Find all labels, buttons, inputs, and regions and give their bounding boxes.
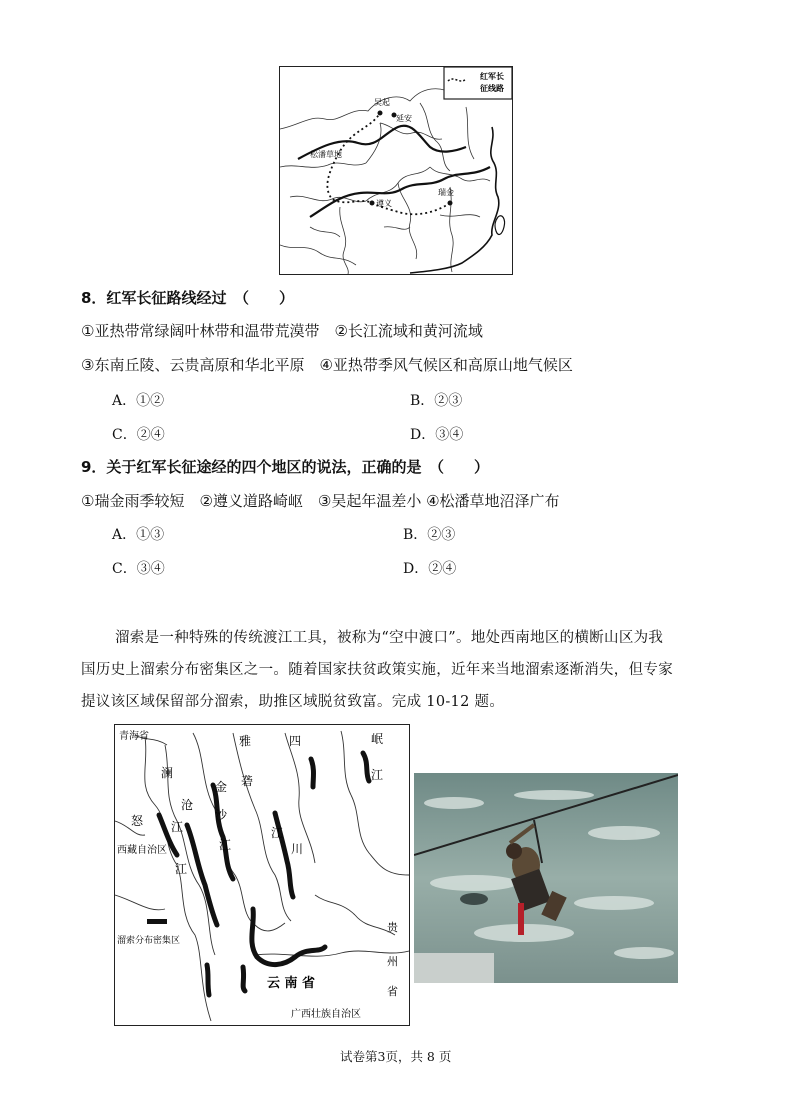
q9-option-b[interactable]: B．②③ [403, 527, 456, 543]
hengduan-map-svg [115, 725, 409, 1025]
label-lancang-2: 沧 [181, 798, 194, 812]
q9-option-c[interactable]: C．③④ [112, 561, 165, 577]
label-min-2: 江 [371, 768, 384, 782]
place-wuqi: 吴起 [374, 98, 390, 107]
label-yalong-2: 砻 [241, 774, 254, 788]
taiwan-island [495, 216, 505, 235]
q9-statement-1: ①瑞金雨季较短 ②遵义道路崎岖 ③吴起年温差小 ④松潘草地沼泽广布 [81, 492, 560, 510]
q8-title: 8．红军长征路线经过 （ ） [81, 289, 294, 307]
legend-label-2: 征线路 [480, 84, 504, 93]
coastline [410, 127, 499, 273]
label-yalong-3: 江 [271, 826, 284, 840]
label-lancang-1: 澜 [161, 766, 174, 780]
label-jinsha-2: 沙 [215, 808, 228, 822]
hengduan-map [114, 724, 410, 1026]
label-guizhou-2: 州 [387, 955, 398, 968]
q9-title: 9．关于红军长征途经的四个地区的说法，正确的是 （ ） [81, 458, 489, 476]
long-march-map-svg [280, 67, 512, 274]
wuqi-dot [378, 111, 383, 116]
river-rock [460, 893, 488, 905]
passage-line-2: 国历史上溜索分布密集区之一。随着国家扶贫政策实施，近年来当地溜索逐渐消失，但专家 [81, 662, 673, 678]
province-boundaries [280, 89, 490, 274]
label-qinghai: 青海省 [119, 731, 149, 742]
q8-option-c[interactable]: C．②④ [112, 427, 165, 443]
label-jinsha-1: 金 [215, 780, 228, 794]
legend-label-zipline: 溜索分布密集区 [117, 936, 181, 946]
label-sichuan-1: 四 [289, 734, 302, 748]
label-guizhou-1: 贵 [387, 921, 398, 934]
q8-option-b[interactable]: B．②③ [410, 393, 463, 409]
zipline-dense-areas [159, 753, 369, 995]
q8-statement-2: ③东南丘陵、云贵高原和华北平原 ④亚热带季风气候区和高原山地气候区 [81, 356, 573, 374]
place-songpan: 松潘草地 [310, 150, 342, 159]
label-guizhou-3: 省 [387, 985, 398, 998]
yangtze-river [310, 167, 490, 217]
place-yanan: 延安 [396, 114, 412, 123]
label-sichuan-2: 川 [291, 842, 304, 856]
label-xizang: 西藏自治区 [117, 845, 167, 856]
passage-line-3: 提议该区域保留部分溜索，助推区域脱贫致富。完成 10-12 题。 [81, 694, 505, 710]
label-yalong-1: 雅 [239, 734, 252, 748]
zipline-photo-svg [414, 773, 678, 983]
long-march-map [279, 66, 513, 275]
place-ruijin: 瑞金 [438, 188, 454, 197]
q8-option-d[interactable]: D．③④ [410, 427, 464, 443]
q9-option-d[interactable]: D．②④ [403, 561, 457, 577]
passage-line-1: 溜索是一种特殊的传统渡江工具，被称为“空中渡口”。地处西南地区的横断山区为我 [115, 630, 664, 646]
page-footer: 试卷第3页，共 8 页 [340, 1049, 452, 1064]
legend-label-1: 红军长 [480, 72, 504, 81]
label-guangxi: 广西壮族自治区 [291, 1009, 361, 1020]
zunyi-dot [370, 201, 375, 206]
label-min-1: 岷 [371, 732, 384, 746]
q8-option-a[interactable]: A．①② [112, 393, 165, 409]
label-nu-1: 怒 [131, 814, 144, 828]
place-zunyi: 遵义 [376, 199, 392, 208]
q8-statement-1: ①亚热带常绿阔叶林带和温带荒漠带 ②长江流域和黄河流域 [81, 322, 483, 340]
map2-legend-symbol [147, 919, 167, 924]
zipline-photo [414, 773, 678, 983]
label-jinsha-3: 江 [219, 838, 232, 852]
ruijin-dot [448, 201, 453, 206]
q9-option-a[interactable]: A．①③ [112, 527, 165, 543]
label-lancang-3: 江 [171, 820, 184, 834]
label-yunnan: 云 南 省 [267, 976, 316, 991]
rock-shore [414, 953, 494, 983]
label-nu-2: 江 [175, 862, 188, 876]
